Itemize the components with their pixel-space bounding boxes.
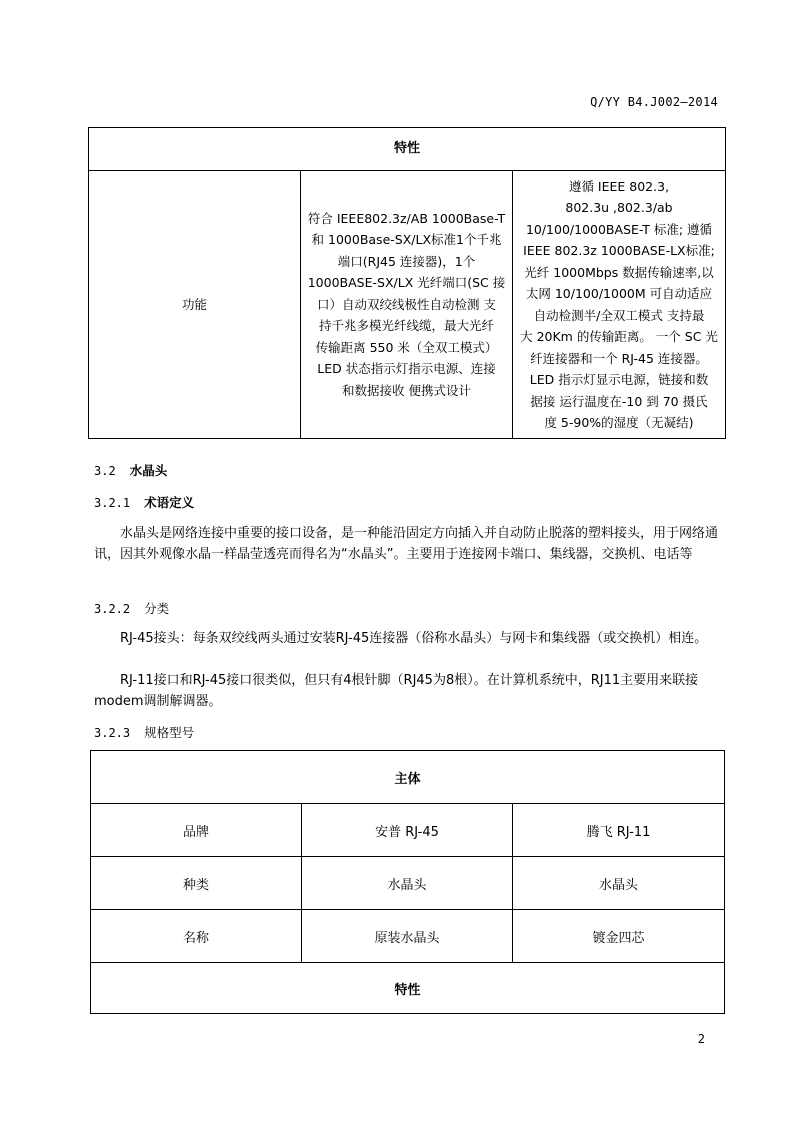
function-line: 自动检测半/全双工模式 支持最 (533, 307, 705, 323)
table-cell: 名称 (91, 910, 302, 963)
section-heading-3-2-2 (94, 600, 169, 618)
table-row (91, 804, 725, 857)
section-number: 3.2 (94, 464, 116, 478)
function-line: 持千兆多模光纤线缆，最大光纤 (318, 318, 494, 334)
section-number: 3.2.1 (94, 496, 131, 510)
function-line: 和数据接收 便携式设计 (342, 382, 471, 398)
table-cell: 种类 (91, 857, 302, 910)
section-title: 水晶头 (129, 463, 168, 478)
function-line: 端口(RJ45 连接器)，1个 (337, 253, 476, 269)
definition-paragraph: 水晶头是网络连接中重要的接口设备，是一种能沿固定方向插入并自动防止脱落的塑料接头，用于网络通讯，因其外观像水晶一样晶莹透亮而得名为“水晶头”。主要用于连接网卡端口、集线器，交换机、电话等 (94, 526, 719, 562)
function-line: 度 5-90%的湿度（无凝结) (544, 415, 694, 430)
function-line: LED 指示灯显示电源，链接和数 (529, 372, 709, 387)
table-cell: 水晶头 (513, 857, 725, 910)
page-number: 2 (697, 1032, 705, 1046)
product-1-function (301, 171, 513, 439)
table-cell: 镀金四芯 (513, 910, 725, 963)
function-table (88, 127, 726, 439)
table-cell: 原装水晶头 (302, 910, 513, 963)
section-number: 3.2.3 (94, 726, 131, 740)
function-line: IEEE 802.3z 1000BASE-LX标准; (523, 243, 715, 258)
function-line: 口）自动双绞线极性自动检测 支 (317, 296, 496, 312)
function-line: 和 1000Base-SX/LX标准1个千兆 (311, 232, 502, 248)
section-heading-3-2 (94, 462, 167, 480)
function-line: 大 20Km 的传输距离。 一个 SC 光 (520, 329, 718, 344)
spec-table (90, 750, 725, 1014)
section-title: 规格型号 (144, 725, 195, 740)
product-2-function (513, 171, 726, 439)
table-cell: 水晶头 (302, 857, 513, 910)
section-title: 术语定义 (144, 495, 195, 510)
section-number: 3.2.2 (94, 602, 131, 616)
function-line: 传输距离 550 米（全双工模式） (315, 339, 498, 355)
table-cell: 品牌 (91, 804, 302, 857)
rj45-paragraph: RJ-45接头：每条双绞线两头通过安装RJ-45连接器（俗称水晶头）与网卡和集线器（或交换机）相连。 (120, 631, 708, 646)
table-header: 主体 (91, 751, 725, 804)
row-label: 功能 (89, 171, 301, 439)
function-line: 10/100/1000BASE-T 标准; 遵循 (525, 221, 713, 237)
function-line: 太网 10/100/1000M 可自动适应 (525, 286, 713, 301)
table-cell: 腾飞 RJ-11 (513, 804, 725, 857)
rj11-paragraph: RJ-11接口和RJ-45接口很类似，但只有4根针脚（RJ45为8根）。在计算机系统中，RJ11主要用来联接modem调制解调器。 (94, 673, 699, 709)
function-line: 符合 IEEE802.3z/AB 1000Base-T (307, 210, 506, 226)
table-row (91, 910, 725, 963)
document-code: Q/YY B4.J002—2014 (590, 95, 718, 109)
table-footer-header: 特性 (91, 963, 725, 1014)
table-cell: 安普 RJ-45 (302, 804, 513, 857)
section-title: 分类 (144, 601, 170, 616)
function-line: 1000BASE-SX/LX 光纤端口(SC 接 (307, 275, 506, 291)
section-heading-3-2-1 (94, 494, 194, 512)
function-line: LED 状态指示灯指示电源、连接 (317, 361, 496, 377)
function-line: 据接 运行温度在-10 到 70 摄氏 (530, 393, 708, 409)
section-heading-3-2-3 (94, 724, 194, 742)
function-line: 光纤 1000Mbps 数据传输速率,以 (524, 264, 714, 280)
function-line: 纤连接器和一个 RJ-45 连接器。 (530, 350, 708, 366)
function-line: 802.3u ,802.3/ab (565, 200, 673, 215)
table-row (91, 857, 725, 910)
function-line: 遵循 IEEE 802.3, (568, 178, 670, 194)
table-header: 特性 (89, 128, 726, 171)
